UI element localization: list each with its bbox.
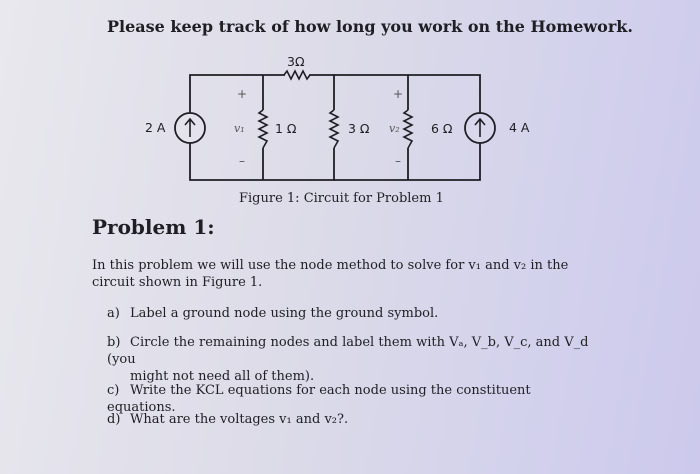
list-item	[107, 305, 597, 322]
list-item	[107, 411, 597, 428]
item-text: Circle the remaining nodes and label them with Vₐ, V_b, V_c, and V_d (you	[107, 335, 589, 367]
item-tag: d)	[107, 412, 121, 427]
item-tag: b)	[107, 335, 121, 350]
v1-minus: –	[239, 154, 245, 168]
list-item	[107, 334, 597, 385]
r3-label: 6 Ω	[431, 121, 453, 136]
item-text-continued: might not need all of them).	[130, 369, 315, 384]
r2-label: 3 Ω	[348, 121, 370, 136]
top-resistor-label: 3Ω	[287, 54, 305, 69]
resistor-1ohm	[259, 110, 267, 148]
problem-intro: In this problem we will use the node method to solve for v₁ and v₂ in the circuit shown in Figure 1.	[92, 258, 569, 290]
item-tag: c)	[107, 383, 120, 398]
v2-label: v₂	[389, 122, 400, 135]
figure-caption: Figure 1: Circuit for Problem 1	[239, 191, 444, 206]
item-text: Write the KCL equations for each node using the constituent equations.	[107, 383, 531, 415]
v2-plus: +	[393, 87, 404, 101]
source-right-label: 4 A	[509, 120, 530, 135]
item-tag: a)	[107, 306, 120, 321]
r1-label: 1 Ω	[275, 121, 297, 136]
homework-header: Please keep track of how long you work on the Homework.	[107, 17, 633, 36]
resistor-6ohm	[404, 110, 412, 148]
item-text: What are the voltages v₁ and v₂?.	[130, 412, 349, 427]
problem-title: Problem 1:	[92, 215, 215, 239]
v2-minus: –	[395, 154, 401, 168]
item-text: Label a ground node using the ground symbol.	[130, 306, 439, 321]
v1-label: v₁	[234, 122, 245, 135]
source-left-label: 2 A	[145, 120, 166, 135]
v1-plus: +	[237, 87, 248, 101]
